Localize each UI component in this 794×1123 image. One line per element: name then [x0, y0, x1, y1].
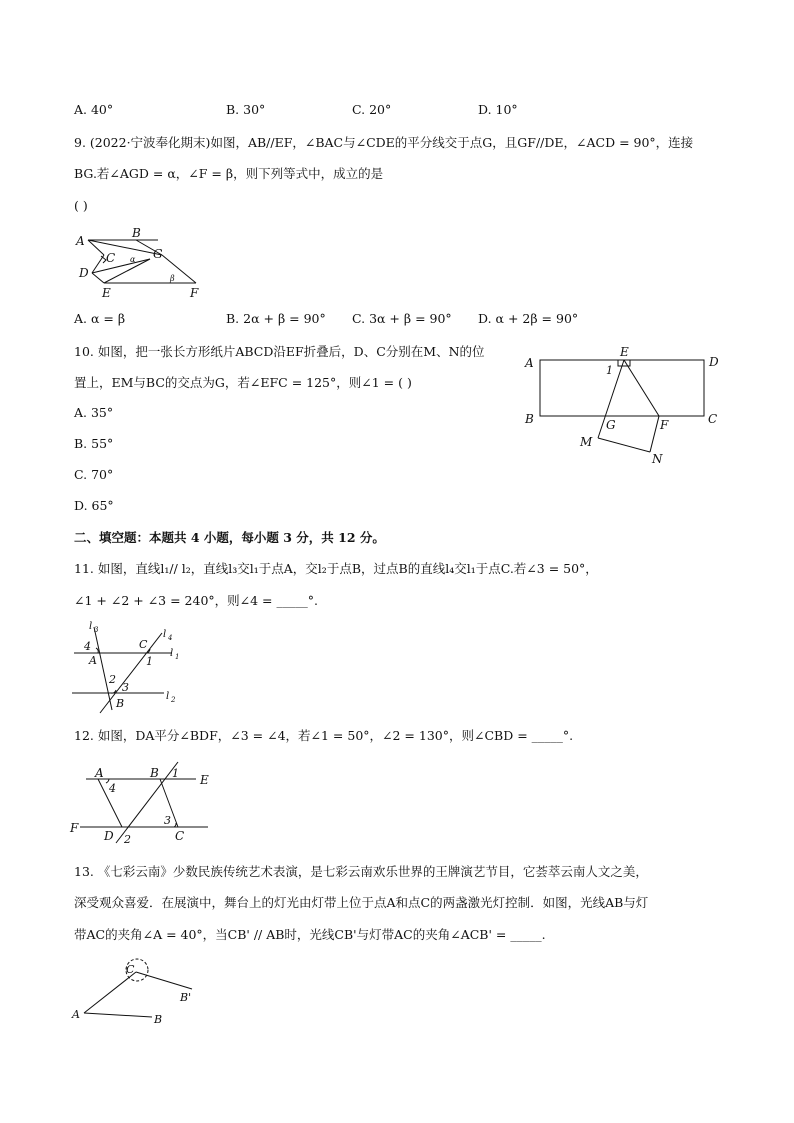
q11-label-l2: l: [166, 691, 170, 702]
q11-angle-2: 2: [109, 673, 116, 686]
q9-label-d: D: [79, 266, 89, 280]
q10-stem-line1: 10. 如图，把一张长方形纸片ABCD沿EF折叠后，D、C分别在M、N的位: [74, 344, 485, 359]
q10-label-f: F: [660, 418, 669, 432]
q11-label-b: B: [116, 697, 125, 710]
q12-label-d: D: [104, 829, 114, 843]
q11-angle-1: 1: [146, 655, 153, 668]
q12-stem-line1: 12. 如图，DA平分∠BDF，∠3 = ∠4，若∠1 = 50°，∠2 = 130°，则∠CBD = _____°.: [74, 728, 574, 743]
q10-label-b: B: [525, 412, 534, 426]
q12-angle-4: 4: [109, 782, 116, 795]
q10-label-e: E: [620, 345, 629, 359]
q11-angle-4: 4: [84, 640, 91, 653]
q9-stem-line1: 9. (2022·宁波奉化期末)如图，AB//EF，∠BAC与∠CDE的平分线交于点G，且GF//DE，∠ACD = 90°，连接: [74, 135, 694, 150]
q11-stem-line2: ∠1 + ∠2 + ∠3 = 240°，则∠4 = _____°.: [74, 593, 318, 608]
q11-label-l4: l: [163, 629, 167, 640]
q9-label-a: A: [76, 234, 85, 248]
q12-angle-3: 3: [164, 814, 171, 827]
q12-label-a: A: [95, 766, 104, 780]
q13-label-b-prime: B': [180, 991, 192, 1004]
q9-stem-line2: BG.若∠AGD = α，∠F = β，则下列等式中，成立的是: [74, 166, 384, 181]
q13-label-a: A: [72, 1008, 80, 1021]
q8-option-a[interactable]: A. 40°: [74, 102, 114, 117]
q8-option-d[interactable]: D. 10°: [478, 102, 518, 117]
q9-label-g: G: [153, 247, 163, 261]
q11-label-c: C: [139, 638, 148, 651]
q10-label-a: A: [525, 356, 534, 370]
q12-label-e: E: [200, 773, 209, 787]
q13-stem-line2: 深受观众喜爱．在展演中，舞台上的灯光由灯带上位于点A和点C的两盏激光灯控制．如图，光线AB与灯: [74, 895, 649, 910]
q12-angle-1: 1: [172, 767, 179, 780]
q11-sub-3: 3: [94, 626, 99, 634]
q10-label-1: 1: [606, 364, 613, 377]
q9-label-f: F: [190, 286, 199, 300]
q9-option-a[interactable]: A. α = β: [74, 311, 126, 326]
q11-sub-4: 4: [168, 634, 173, 642]
q12-angle-2: 2: [124, 833, 131, 846]
q10-label-m: M: [580, 435, 593, 449]
q9-option-b[interactable]: B. 2α + β = 90°: [226, 311, 326, 326]
q10-option-c[interactable]: C. 70°: [74, 467, 114, 482]
q10-option-b[interactable]: B. 55°: [74, 436, 114, 451]
q8-option-b[interactable]: B. 30°: [226, 102, 266, 117]
q13-stem-line3: 带AC的夹角∠A = 40°，当CB' // AB时，光线CB'与灯带AC的夹角∠ACB' = _____.: [74, 927, 546, 942]
section2-heading: 二、填空题：本题共 4 小题，每小题 3 分，共 12 分。: [74, 530, 385, 545]
q11-sub-1: 1: [175, 653, 180, 661]
q12-label-f: F: [70, 821, 79, 835]
q11-angle-3: 3: [122, 681, 129, 694]
q12-label-b: B: [150, 766, 159, 780]
q10-option-d[interactable]: D. 65°: [74, 498, 114, 513]
q11-label-a: A: [89, 654, 97, 667]
q13-stem-line1: 13. 《七彩云南》少数民族传统艺术表演，是七彩云南欢乐世界的王牌演艺节目，它荟萃云南人文之美，: [74, 864, 648, 879]
q11-label-l3: l: [89, 621, 93, 632]
q13-label-c: C: [126, 963, 135, 976]
q9-option-c[interactable]: C. 3α + β = 90°: [352, 311, 452, 326]
q9-answer-paren: ( ): [74, 198, 88, 213]
q13-label-b: B: [154, 1013, 163, 1026]
q10-label-n: N: [652, 452, 663, 466]
q12-label-c: C: [175, 829, 185, 843]
q10-option-a[interactable]: A. 35°: [74, 405, 114, 420]
q10-stem-line2: 置上，EM与BC的交点为G，若∠EFC = 125°，则∠1 = ( ): [74, 375, 412, 390]
q9-label-b: B: [132, 226, 141, 240]
q9-label-c: C: [106, 251, 116, 265]
q9-label-alpha: α: [130, 255, 136, 264]
q10-label-d: D: [709, 355, 719, 369]
q11-stem-line1: 11. 如图，直线l₁// l₂，直线l₃交l₁于点A，交l₂于点B，过点B的直线l₄交l₁于点C.若∠3 = 50°，: [74, 561, 598, 576]
q10-label-c: C: [708, 412, 718, 426]
q9-label-beta: β: [170, 274, 175, 283]
q11-sub-2: 2: [171, 696, 176, 704]
q8-option-c[interactable]: C. 20°: [352, 102, 392, 117]
q9-label-e: E: [102, 286, 111, 300]
q9-option-d[interactable]: D. α + 2β = 90°: [478, 311, 579, 326]
q11-label-l1: l: [170, 648, 174, 659]
q10-label-g: G: [606, 418, 616, 432]
